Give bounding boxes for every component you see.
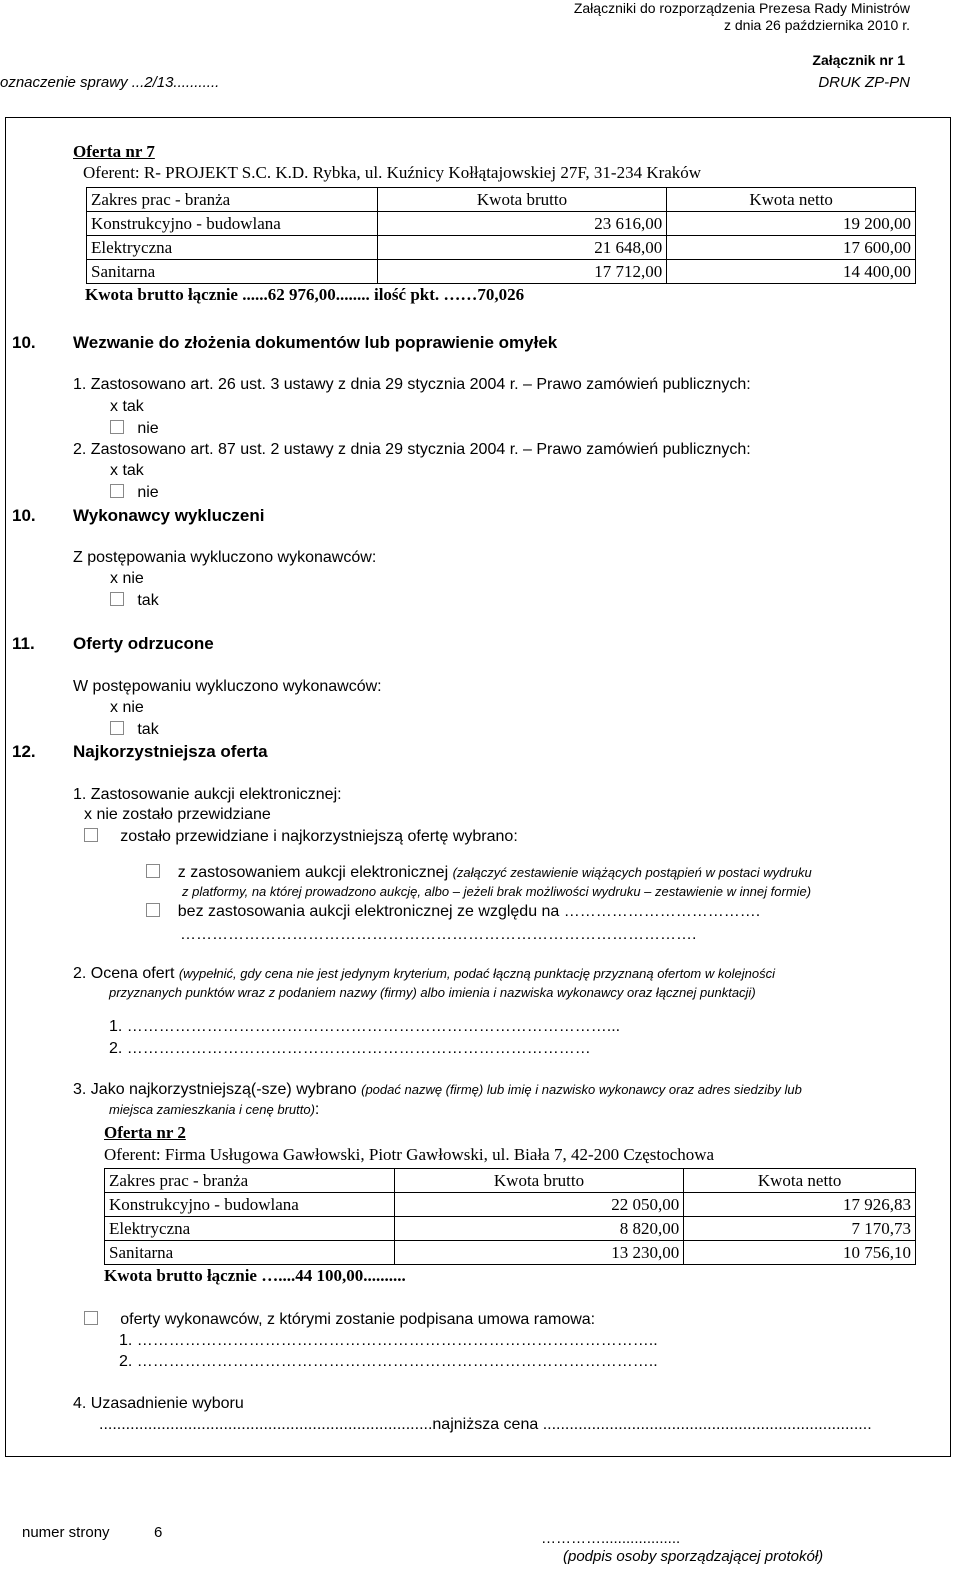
- item-2-option-yes: x tak: [110, 462, 144, 479]
- evaluation-line-1: 1. ………………………………………………………………………………...: [109, 1018, 621, 1035]
- table-cell: Konstrukcyjno - budowlana: [105, 1193, 395, 1217]
- offer-7-total: Kwota brutto łącznie ......62 976,00........ ilość pkt. ……70,026: [85, 285, 525, 304]
- table-cell: 22 050,00: [394, 1193, 684, 1217]
- table-cell: 7 170,73: [684, 1217, 916, 1241]
- chosen-offer-note: miejsca zamieszkania i cenę brutto):: [109, 1101, 320, 1118]
- section-11-title: Oferty odrzucone: [73, 634, 214, 653]
- auction-with-note: z platformy, na której prowadzono aukcję, albo – jeżeli brak możliwości wydruku – zestawienie w innej formie): [182, 884, 812, 899]
- offer-7-bidder: Oferent: R- PROJEKT S.C. K.D. Rybka, ul. Kuźnicy Kołłątajowskiej 27F, 31-234 Kraków: [83, 163, 702, 182]
- checkbox-icon: [110, 484, 124, 498]
- table-cell: Sanitarna: [87, 260, 378, 284]
- section-10b-option-x: x nie: [110, 570, 144, 587]
- offer-2-table: [104, 1168, 916, 1265]
- table-header-cell: Zakres prac - branża: [105, 1169, 395, 1193]
- table-cell: 19 200,00: [667, 212, 916, 236]
- regulation-line-2: z dnia 26 października 2010 r.: [723, 17, 910, 33]
- checkbox-icon: [84, 828, 98, 842]
- offer-evaluation: 2. Ocena ofert (wypełnić, gdy cena nie jest jedynym kryterium, podać łączną punktację przyznaną ofertom w kolejności: [73, 965, 775, 982]
- evaluation-line-2: 2. ……………………………………………………………………………: [109, 1040, 591, 1057]
- auction-with-option: z zastosowaniem aukcji elektronicznej (załączyć zestawienie wiążących postąpień w postaci wydruku: [146, 864, 812, 882]
- checkbox-icon: [146, 864, 160, 878]
- selection-justification-label: 4. Uzasadnienie wyboru: [73, 1395, 244, 1412]
- section-10-item-2: 2. Zastosowano art. 87 ust. 2 ustawy z dnia 29 stycznia 2004 r. – Prawo zamówień publicznych:: [73, 441, 751, 458]
- selection-justification-text: ...........................................................................najniższa cena ..........................................................................: [99, 1416, 872, 1433]
- checkbox-icon: [84, 1311, 98, 1325]
- table-cell: 21 648,00: [377, 236, 667, 260]
- table-cell: 14 400,00: [667, 260, 916, 284]
- section-12-number: 12.: [12, 742, 36, 761]
- section-10b-number: 10.: [12, 506, 36, 525]
- annex-number: Załącznik nr 1: [812, 52, 905, 68]
- section-11-option-x: x nie: [110, 699, 144, 716]
- item-1-option-no: nie: [110, 420, 159, 438]
- offer-2-title: Oferta nr 2: [104, 1123, 186, 1142]
- table-header-row: [105, 1169, 916, 1193]
- table-cell: 13 230,00: [394, 1241, 684, 1265]
- form-code: DRUK ZP-PN: [818, 74, 910, 91]
- table-header-cell: Kwota brutto: [377, 188, 667, 212]
- table-cell: 23 616,00: [377, 212, 667, 236]
- table-cell: 10 756,10: [684, 1241, 916, 1265]
- offer-2-total: Kwota brutto łącznie …....44 100,00..........: [104, 1266, 406, 1285]
- table-header-cell: Kwota netto: [684, 1169, 916, 1193]
- item-2-option-no: nie: [110, 484, 159, 502]
- offer-7-table: [86, 187, 916, 284]
- section-10-item-1: 1. Zastosowano art. 26 ust. 3 ustawy z dnia 29 stycznia 2004 r. – Prawo zamówień publicznych:: [73, 376, 751, 393]
- table-row: [87, 236, 916, 260]
- section-10-title: Wezwanie do złożenia dokumentów lub poprawienie omyłek: [73, 333, 558, 352]
- table-row: [105, 1217, 916, 1241]
- case-reference: oznaczenie sprawy ...2/13...........: [0, 74, 220, 91]
- section-12-title: Najkorzystniejsza oferta: [73, 742, 268, 761]
- table-cell: 17 926,83: [684, 1193, 916, 1217]
- section-11-text: W postępowaniu wykluczono wykonawców:: [73, 678, 382, 695]
- table-row: [87, 212, 916, 236]
- checkbox-icon: [110, 420, 124, 434]
- auction-option-not-planned: x nie zostało przewidziane: [84, 806, 271, 823]
- table-cell: 17 600,00: [667, 236, 916, 260]
- chosen-offer-label: 3. Jako najkorzystniejszą(-sze) wybrano (podać nazwę (firmę) lub imię i nazwisko wykonawcy oraz adres siedziby lub: [73, 1081, 802, 1098]
- offer-7-title: Oferta nr 7: [73, 142, 155, 161]
- section-10-number: 10.: [12, 333, 36, 352]
- auction-question: 1. Zastosowanie aukcji elektronicznej:: [73, 786, 342, 803]
- checkbox-icon: [110, 592, 124, 606]
- checkbox-icon: [146, 903, 160, 917]
- auction-without-option: bez zastosowania aukcji elektronicznej ze względu na ……………………………….: [146, 903, 760, 921]
- section-10b-option-box: tak: [110, 592, 159, 610]
- framework-agreement-option: oferty wykonawców, z którymi zostanie podpisana umowa ramowa:: [84, 1311, 595, 1329]
- auction-without-continuation: …………………………………………………………………………………….: [180, 926, 697, 943]
- table-cell: Konstrukcyjno - budowlana: [87, 212, 378, 236]
- section-11-option-box: tak: [110, 721, 159, 739]
- auction-option-planned: zostało przewidziane i najkorzystniejszą ofertę wybrano:: [84, 828, 518, 846]
- table-cell: Elektryczna: [105, 1217, 395, 1241]
- regulation-line-1: Załączniki do rozporządzenia Prezesa Rady Ministrów: [573, 0, 910, 16]
- table-header-cell: Kwota brutto: [394, 1169, 684, 1193]
- table-cell: Sanitarna: [105, 1241, 395, 1265]
- signature-caption: (podpis osoby sporządzającej protokół): [563, 1548, 824, 1565]
- table-header-cell: Kwota netto: [667, 188, 916, 212]
- regulation-header: [574, 0, 910, 34]
- table-header-cell: Zakres prac - branża: [87, 188, 378, 212]
- section-11-number: 11.: [12, 634, 35, 653]
- section-10b-text: Z postępowania wykluczono wykonawców:: [73, 549, 377, 566]
- signature-line: …………...................: [541, 1530, 681, 1547]
- offer-2-bidder: Oferent: Firma Usługowa Gawłowski, Piotr Gawłowski, ul. Biała 7, 42-200 Częstochowa: [104, 1145, 715, 1164]
- item-1-option-yes: x tak: [110, 398, 144, 415]
- table-cell: Elektryczna: [87, 236, 378, 260]
- table-cell: 17 712,00: [377, 260, 667, 284]
- table-row: [105, 1241, 916, 1265]
- table-cell: 8 820,00: [394, 1217, 684, 1241]
- table-header-row: [87, 188, 916, 212]
- table-row: [87, 260, 916, 284]
- section-10b-title: Wykonawcy wykluczeni: [73, 506, 265, 525]
- framework-line-2: 2. ……………………………………………………………………………………..: [119, 1353, 658, 1370]
- checkbox-icon: [110, 721, 124, 735]
- page-number-label: numer strony: [22, 1524, 110, 1541]
- page-number: 6: [154, 1524, 163, 1541]
- framework-line-1: 1. ……………………………………………………………………………………..: [119, 1332, 658, 1349]
- table-row: [105, 1193, 916, 1217]
- offer-evaluation-note: przyznanych punktów wraz z podaniem nazwy (firmy) albo imienia i nazwiska wykonawcy oraz łącznej punktacji): [109, 985, 756, 1000]
